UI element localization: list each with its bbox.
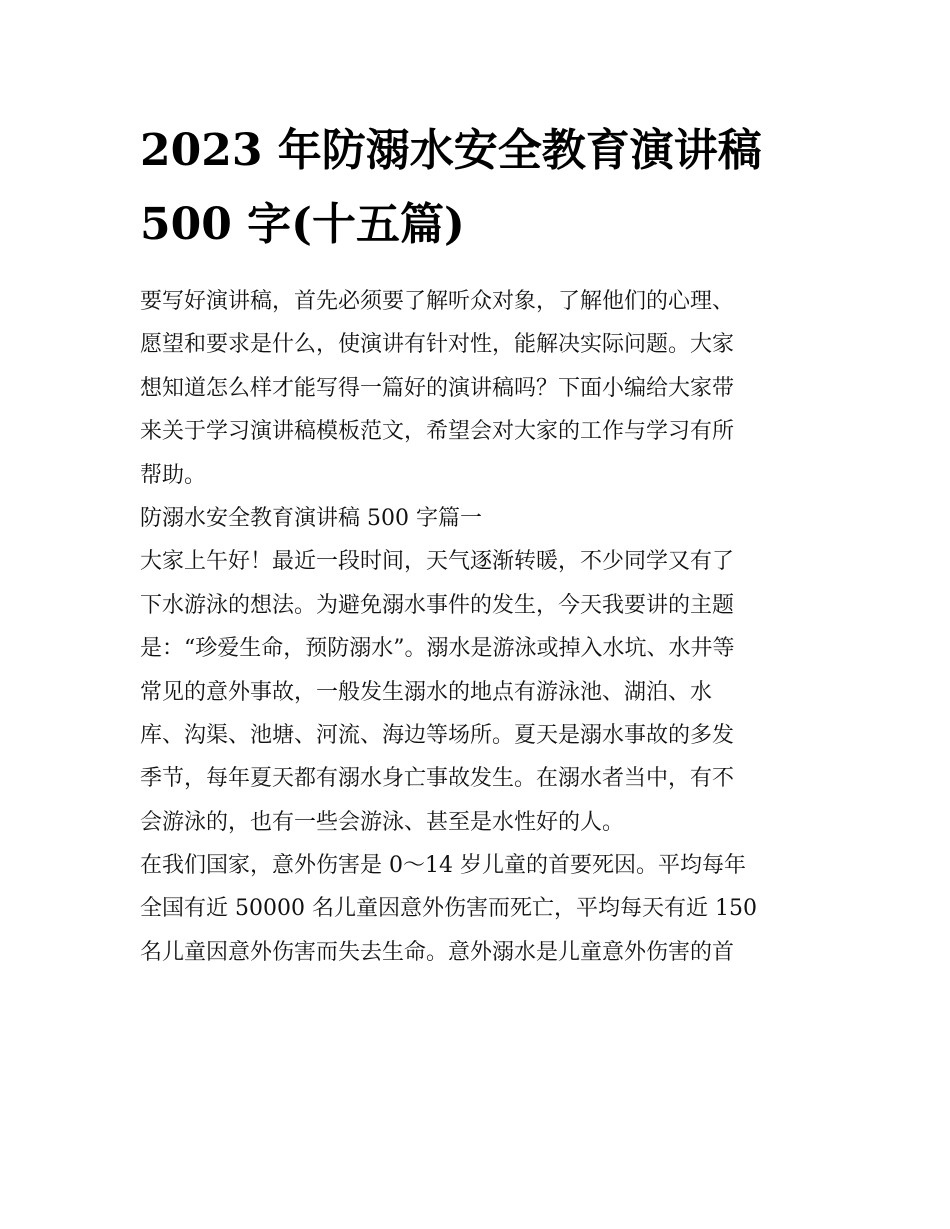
text-line: 库、沟渠、池塘、河流、海边等场所。夏天是溺水事故的多发 [140,722,735,748]
text-line: 是：“珍爱生命，预防溺水”。溺水是游泳或掉入水坑、水井等 [140,636,735,662]
text-line: 名儿童因意外伤害而失去生命。意外溺水是儿童意外伤害的首 [140,939,735,965]
section-heading: 防溺水安全教育演讲稿 500 字篇一 [140,505,482,531]
text-line: 全国有近 50000 名儿童因意外伤害而死亡，平均每天有近 150 [140,896,757,922]
intro-paragraph [140,280,820,497]
text-line: 来关于学习演讲稿模板范文，希望会对大家的工作与学习有所 [140,419,735,445]
text-line: 季节，每年夏天都有溺水身亡事故发生。在溺水者当中，有不 [140,766,735,792]
text-line: 会游泳的，也有一些会游泳、甚至是水性好的人。 [140,809,625,835]
body-paragraph [140,844,820,974]
text-line: 在我们国家，意外伤害是 0～14 岁儿童的首要死因。平均每年 [140,853,746,879]
document-title [140,114,820,262]
text-line: 愿望和要求是什么，使演讲有针对性，能解决实际问题。大家 [140,332,735,358]
text-line: 下水游泳的想法。为避免溺水事件的发生，今天我要讲的主题 [140,592,735,618]
text-line: 想知道怎么样才能写得一篇好的演讲稿吗？下面小编给大家带 [140,375,735,401]
document-body [140,280,820,974]
text-line: 大家上午好！最近一段时间，天气逐渐转暖，不少同学又有了 [140,549,735,575]
body-paragraph [140,540,820,844]
text-line: 常见的意外事故，一般发生溺水的地点有游泳池、湖泊、水 [140,679,713,705]
text-line: 帮助。 [140,462,207,488]
text-line: 要写好演讲稿，首先必须要了解听众对象，了解他们的心理、 [140,289,735,314]
title-line: 2023 年防溺水安全教育演讲稿 [140,125,762,176]
title-line: 500 字(十五篇) [140,199,465,250]
